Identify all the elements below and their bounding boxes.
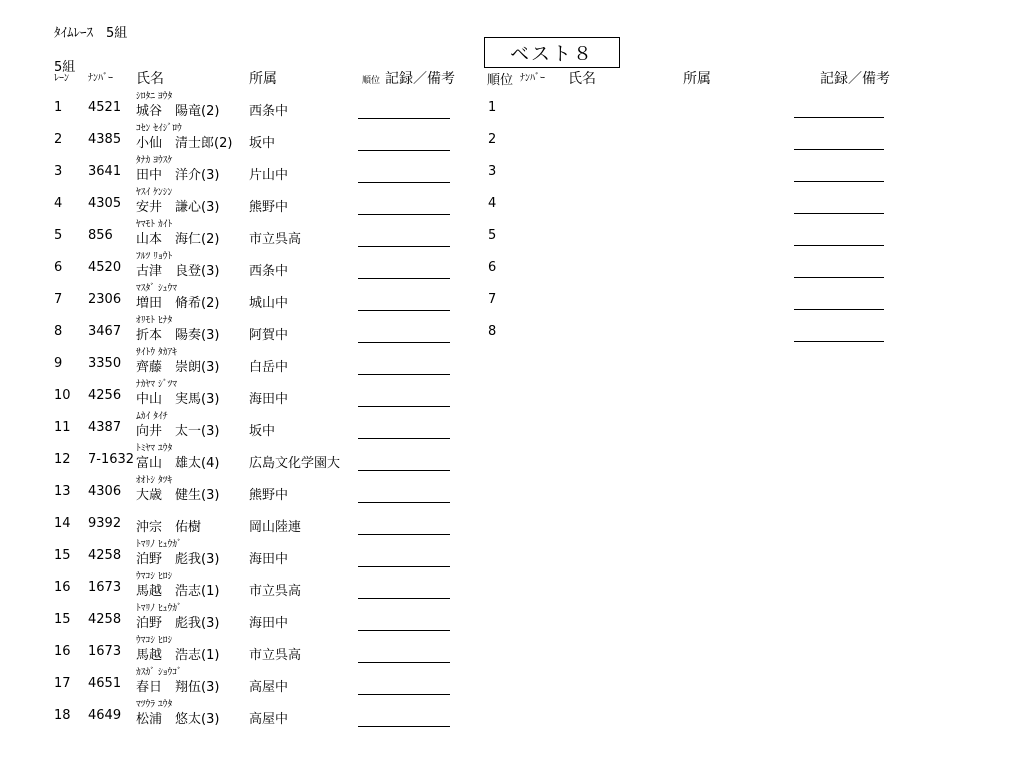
entry-affiliation: 海田中 — [249, 392, 289, 407]
best8-col-record: 記録／備考 — [820, 71, 890, 87]
entry-lane: 14 — [54, 516, 71, 531]
best8-rank: 3 — [488, 164, 497, 179]
col-header-record: 記録／備考 — [385, 71, 455, 87]
entry-name: 馬越 浩志(1) — [136, 584, 220, 599]
entry-number: 1673 — [88, 644, 122, 659]
entry-name: 富山 雄太(4) — [136, 456, 220, 471]
entry-number: 9392 — [88, 516, 122, 531]
entry-name: 折本 陽奏(3) — [136, 328, 220, 343]
entry-row — [0, 632, 1024, 664]
entry-affiliation: 市立呉高 — [249, 648, 302, 663]
entry-lane: 4 — [54, 196, 63, 211]
entry-number: 2306 — [88, 292, 122, 307]
record-line — [358, 566, 450, 567]
entry-lane: 17 — [54, 676, 71, 691]
entry-number: 3641 — [88, 164, 122, 179]
entry-number: 4258 — [88, 548, 122, 563]
entry-lane: 6 — [54, 260, 63, 275]
best8-row — [0, 100, 1024, 132]
entry-affiliation: 広島文化学園大 — [249, 456, 341, 471]
entry-number: 4256 — [88, 388, 122, 403]
entry-affiliation: 海田中 — [249, 616, 289, 631]
entry-lane: 3 — [54, 164, 63, 179]
entry-lane: 16 — [54, 580, 71, 595]
entry-affiliation: 西条中 — [249, 264, 289, 279]
entry-row — [0, 568, 1024, 600]
entry-lane: 9 — [54, 356, 63, 371]
entry-kana: ｳﾏｺｼ ﾋﾛｼ — [136, 635, 173, 646]
best8-row — [0, 324, 1024, 356]
entry-number: 856 — [88, 228, 113, 243]
col-header-rank-small: 順位 — [362, 76, 381, 86]
col-header-number: ﾅﾝﾊﾞｰ — [88, 73, 113, 84]
entry-name: 向井 太一(3) — [136, 424, 220, 439]
entry-affiliation: 坂中 — [249, 424, 276, 439]
record-line — [358, 694, 450, 695]
best8-record-line — [794, 341, 884, 342]
best8-record-line — [794, 117, 884, 118]
entry-lane: 11 — [54, 420, 71, 435]
entry-row — [0, 696, 1024, 728]
best8-record-line — [794, 309, 884, 310]
entry-number: 4258 — [88, 612, 122, 627]
entry-kana: ﾔｽｲ ｹﾝｼﾝ — [136, 187, 173, 198]
entry-name: 大歳 健生(3) — [136, 488, 220, 503]
entry-affiliation: 西条中 — [249, 104, 289, 119]
record-line — [358, 534, 450, 535]
record-line — [358, 438, 450, 439]
entry-lane: 2 — [54, 132, 63, 147]
record-line — [358, 470, 450, 471]
entry-name: 春日 翔伍(3) — [136, 680, 220, 695]
entry-name: 増田 脩希(2) — [136, 296, 220, 311]
entry-lane: 12 — [54, 452, 71, 467]
best8-col-name: 氏名 — [568, 71, 596, 87]
entry-kana: ﾏｽﾀﾞ ｼｭｳﾏ — [136, 283, 178, 294]
best8-row — [0, 132, 1024, 164]
entry-affiliation: 城山中 — [249, 296, 289, 311]
entry-name: 安井 謙心(3) — [136, 200, 220, 215]
entry-number: 4649 — [88, 708, 122, 723]
entry-name: 小仙 清士郎(2) — [136, 136, 233, 151]
entry-number: 4521 — [88, 100, 122, 115]
entry-row — [0, 504, 1024, 536]
entry-kana: ﾄﾐﾔﾏ ﾕｳﾀ — [136, 443, 173, 454]
entry-number: 7-1632 — [88, 452, 135, 467]
entry-kana: ｵﾘﾓﾄ ﾋﾅﾀ — [136, 315, 173, 326]
entry-row — [0, 536, 1024, 568]
entry-kana: ﾄﾏﾘﾉ ﾋｭｳｶﾞ — [136, 603, 182, 614]
best8-rank: 2 — [488, 132, 497, 147]
entry-name: 馬越 浩志(1) — [136, 648, 220, 663]
entry-name: 山本 海仁(2) — [136, 232, 220, 247]
best8-title: ベスト８ — [484, 37, 620, 68]
entry-lane: 8 — [54, 324, 63, 339]
entry-kana: ﾏﾂｳﾗ ﾕｳﾀ — [136, 699, 173, 710]
entry-row — [0, 376, 1024, 408]
best8-rank: 8 — [488, 324, 497, 339]
best8-row — [0, 292, 1024, 324]
entry-affiliation: 坂中 — [249, 136, 276, 151]
best8-rank: 1 — [488, 100, 497, 115]
entry-lane: 15 — [54, 548, 71, 563]
col-header-affiliation: 所属 — [249, 71, 277, 87]
entry-number: 3350 — [88, 356, 122, 371]
record-line — [358, 406, 450, 407]
best8-rank: 6 — [488, 260, 497, 275]
record-line — [358, 374, 450, 375]
best8-row — [0, 164, 1024, 196]
best8-rank: 7 — [488, 292, 497, 307]
best8-record-line — [794, 181, 884, 182]
best8-row — [0, 260, 1024, 292]
group-label: 5組 — [54, 60, 76, 75]
record-line — [358, 662, 450, 663]
entry-number: 3467 — [88, 324, 122, 339]
entry-affiliation: 海田中 — [249, 552, 289, 567]
entry-name: 古津 良登(3) — [136, 264, 220, 279]
entry-affiliation: 熊野中 — [249, 200, 289, 215]
entry-name: 泊野 彪我(3) — [136, 552, 220, 567]
entry-kana: ﾔﾏﾓﾄ ｶｲﾄ — [136, 219, 173, 230]
entry-affiliation: 市立呉高 — [249, 232, 302, 247]
entry-name: 泊野 彪我(3) — [136, 616, 220, 631]
entry-kana: ﾄﾏﾘﾉ ﾋｭｳｶﾞ — [136, 539, 182, 550]
entry-kana: ｵｵﾄｼ ﾀﾂｷ — [136, 475, 173, 486]
entry-row — [0, 664, 1024, 696]
entry-kana: ﾌﾙﾂ ﾘｮｳﾄ — [136, 251, 173, 262]
col-header-lane: ﾚｰﾝ — [54, 73, 69, 84]
best8-row — [0, 228, 1024, 260]
record-line — [358, 502, 450, 503]
entry-number: 4387 — [88, 420, 122, 435]
best8-col-affiliation: 所属 — [683, 71, 711, 87]
entry-kana: ﾀﾅｶ ﾖｳｽｹ — [136, 155, 173, 166]
entry-affiliation: 市立呉高 — [249, 584, 302, 599]
page-title: ﾀｲﾑﾚｰｽ 5組 — [54, 26, 128, 41]
entry-lane: 15 — [54, 612, 71, 627]
entry-number: 4305 — [88, 196, 122, 211]
entry-kana: ﾑｶｲ ﾀｲﾁ — [136, 411, 168, 422]
entry-name: 田中 洋介(3) — [136, 168, 220, 183]
entry-affiliation: 熊野中 — [249, 488, 289, 503]
record-line — [358, 726, 450, 727]
entry-affiliation: 白岳中 — [249, 360, 289, 375]
entry-name: 松浦 悠太(3) — [136, 712, 220, 727]
entry-kana: ｻｲﾄｳ ﾀｶｱｷ — [136, 347, 178, 358]
entry-lane: 16 — [54, 644, 71, 659]
best8-row — [0, 196, 1024, 228]
entry-kana: ｳﾏｺｼ ﾋﾛｼ — [136, 571, 173, 582]
entry-name: 沖宗 佑樹 — [136, 520, 202, 535]
entry-kana: ｶｽｶﾞ ｼｮｳｺﾞ — [136, 667, 182, 678]
best8-record-line — [794, 149, 884, 150]
entry-affiliation: 片山中 — [249, 168, 289, 183]
entry-affiliation: 高屋中 — [249, 712, 289, 727]
col-header-name: 氏名 — [136, 71, 164, 87]
entry-kana: ﾅｶﾔﾏ ｼﾞﾂﾏ — [136, 379, 178, 390]
entry-number: 4520 — [88, 260, 122, 275]
entry-row — [0, 440, 1024, 472]
record-line — [358, 598, 450, 599]
entry-number: 4306 — [88, 484, 122, 499]
best8-rank: 4 — [488, 196, 497, 211]
record-line — [358, 630, 450, 631]
entry-kana: ｼﾛﾀﾆ ﾖｳﾀ — [136, 91, 173, 102]
entry-name: 中山 実馬(3) — [136, 392, 220, 407]
entry-lane: 7 — [54, 292, 63, 307]
entry-lane: 18 — [54, 708, 71, 723]
entry-row — [0, 408, 1024, 440]
best8-col-number: ﾅﾝﾊﾞｰ — [520, 73, 545, 84]
entry-row — [0, 472, 1024, 504]
entry-name: 齊藤 崇朗(3) — [136, 360, 220, 375]
entry-number: 4385 — [88, 132, 122, 147]
entry-kana: ｺｾﾝ ｾｲｼﾞﾛｳ — [136, 123, 182, 134]
best8-record-line — [794, 213, 884, 214]
entry-lane: 13 — [54, 484, 71, 499]
best8-record-line — [794, 245, 884, 246]
entry-affiliation: 阿賀中 — [249, 328, 289, 343]
entry-lane: 10 — [54, 388, 71, 403]
best8-col-rank: 順位 — [487, 73, 514, 88]
entry-affiliation: 岡山陸連 — [249, 520, 302, 535]
best8-record-line — [794, 277, 884, 278]
best8-rank: 5 — [488, 228, 497, 243]
entry-name: 城谷 陽竜(2) — [136, 104, 220, 119]
entry-lane: 5 — [54, 228, 63, 243]
entry-number: 1673 — [88, 580, 122, 595]
entry-row — [0, 600, 1024, 632]
entry-number: 4651 — [88, 676, 122, 691]
entry-affiliation: 高屋中 — [249, 680, 289, 695]
entry-lane: 1 — [54, 100, 63, 115]
